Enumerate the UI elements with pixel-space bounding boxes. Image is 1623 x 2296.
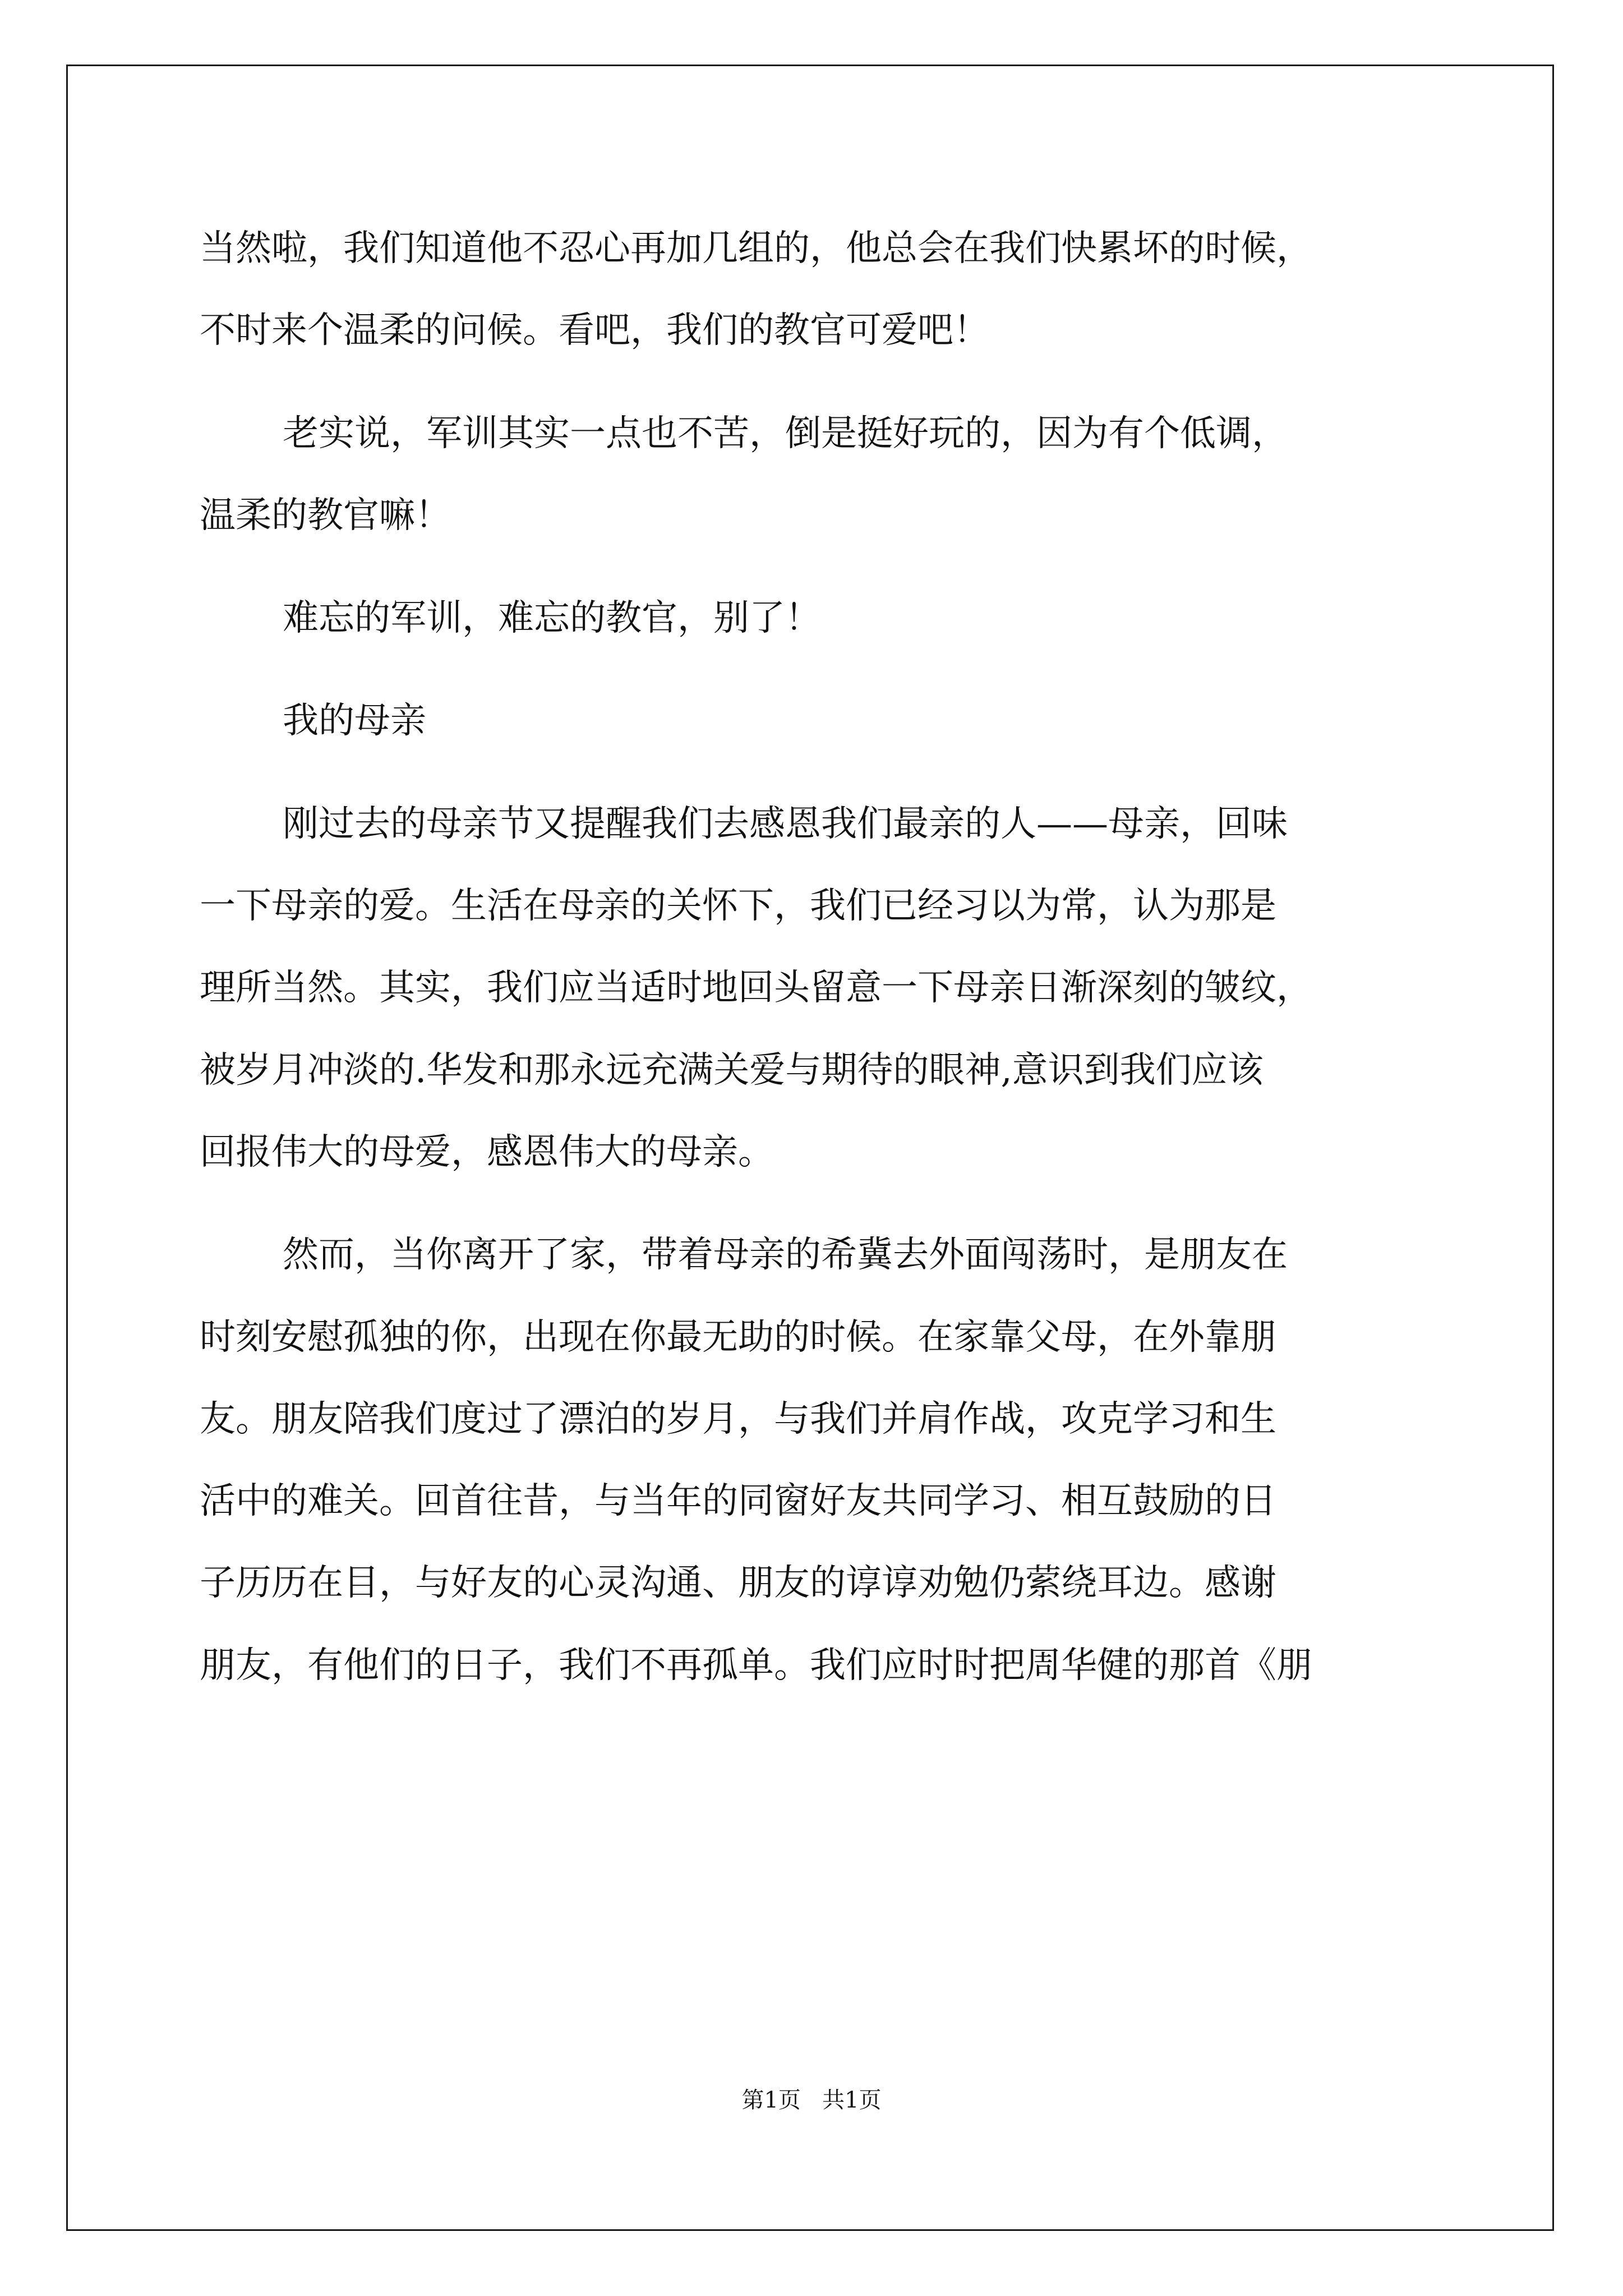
text-line: 难忘的军训，难忘的教官，别了！ (283, 597, 821, 639)
text-line: 一下母亲的爱。生活在母亲的关怀下，我们已经习以为常，认为那是 (200, 885, 1276, 927)
text-line: 回报伟大的母爱，感恩伟大的母亲。 (200, 1131, 774, 1173)
text-line: 时刻安慰孤独的你，出现在你最无助的时候。在家靠父母，在外靠朋 (200, 1316, 1276, 1358)
text-line: 子历历在目，与好友的心灵沟通、朋友的谆谆劝勉仍萦绕耳边。感谢 (200, 1562, 1276, 1604)
text-line: 朋友，有他们的日子，我们不再孤单。我们应时时把周华健的那首《朋 (200, 1644, 1312, 1686)
text-line: 老实说，军训其实一点也不苦，倒是挺好玩的，因为有个低调， (283, 412, 1288, 454)
text-line: 被岁月冲淡的.华发和那永远充满关爱与期待的眼神,意识到我们应该 (200, 1049, 1264, 1091)
text-line: 然而，当你离开了家，带着母亲的希冀去外面闯荡时，是朋友在 (283, 1234, 1288, 1276)
text-line: 当然啦，我们知道他不忍心再加几组的，他总会在我们快累坏的时候， (200, 228, 1312, 269)
text-line: 理所当然。其实，我们应当适时地回头留意一下母亲日渐深刻的皱纹， (200, 967, 1312, 1009)
document-body (200, 208, 1490, 1706)
section-title: 我的母亲 (283, 700, 426, 742)
text-line: 不时来个温柔的问候。看吧，我们的教官可爱吧！ (200, 310, 989, 352)
text-line: 刚过去的母亲节又提醒我们去感恩我们最亲的人——母亲，回味 (283, 803, 1288, 845)
text-line: 活中的难关。回首往昔，与当年的同窗好友共同学习、相互鼓励的日 (200, 1480, 1276, 1522)
text-line: 温柔的教官嘛！ (200, 494, 451, 536)
page-footer: 第1页 共1页 (741, 2087, 882, 2113)
text-line: 友。朋友陪我们度过了漂泊的岁月，与我们并肩作战，攻克学习和生 (200, 1398, 1276, 1440)
